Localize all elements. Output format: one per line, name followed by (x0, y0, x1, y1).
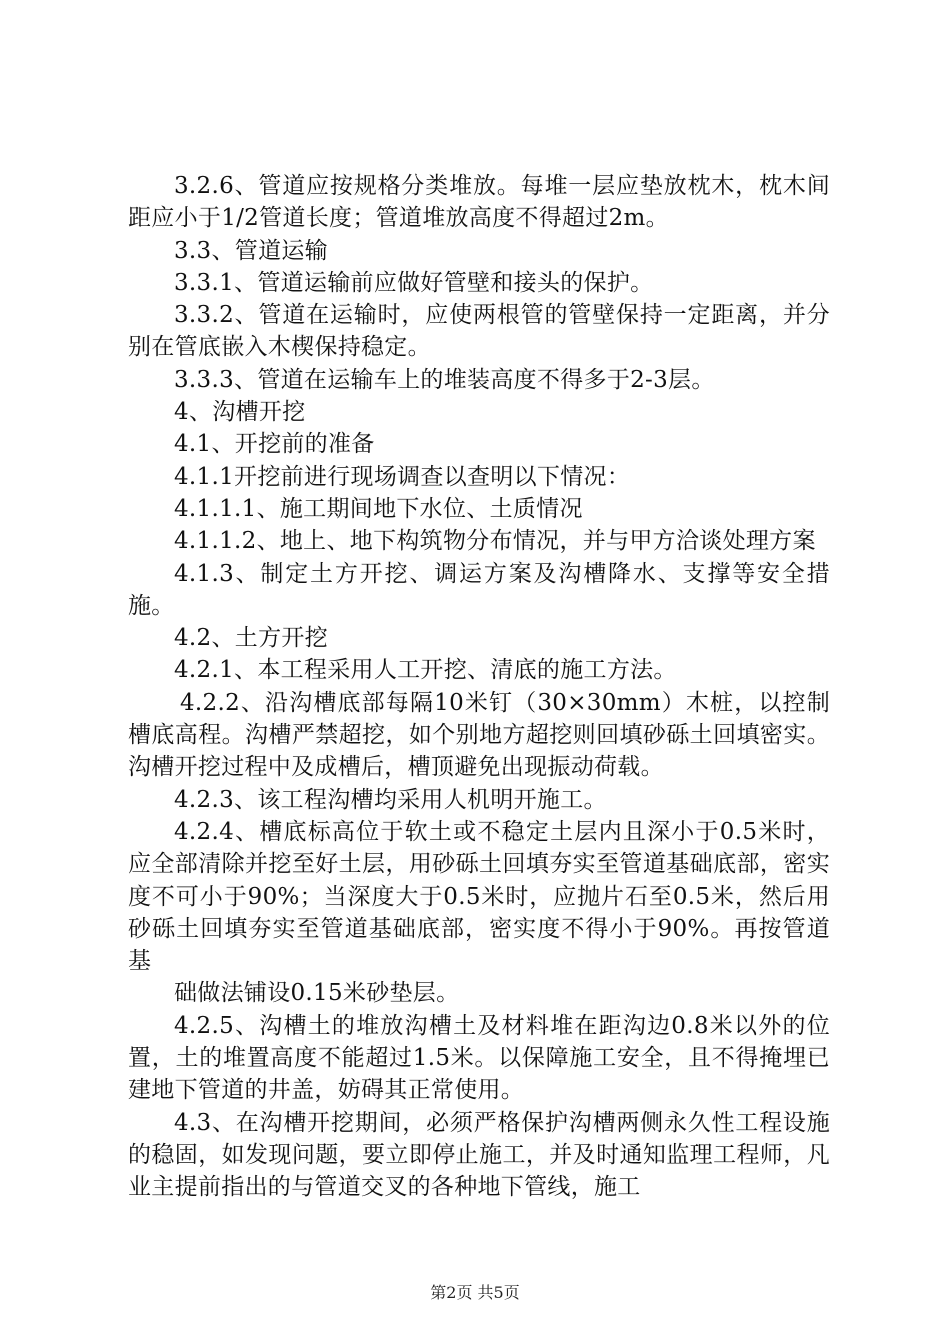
paragraph-3-3-3: 3.3.3、管道在运输车上的堆装高度不得多于2-3层。 (174, 366, 715, 393)
heading-3-3: 3.3、管道运输 (174, 237, 328, 264)
paragraph-4-1-3: 4.1.3、制定土方开挖、调运方案及沟槽降水、支撑等安全措施。 (128, 560, 830, 619)
paragraph-4-1-1: 4.1.1开挖前进行现场调查以查明以下情况： (174, 463, 631, 490)
paragraph-3-3-2: 3.3.2、管道在运输时，应使两根管的管壁保持一定距离，并分别在管底嵌入木楔保持稳定。 (128, 302, 830, 361)
document-body (128, 170, 830, 1204)
heading-4-1: 4.1、开挖前的准备 (174, 431, 375, 458)
paragraph-4-2-3: 4.2.3、该工程沟槽均采用人机明开施工。 (174, 786, 607, 813)
paragraph-4-2-4: 4.2.4、槽底标高位于软土或不稳定土层内且深小于0.5米时，应全部清除并挖至好土层，用砂砾土回填夯实至管道基础底部，密实度不可小于90%；当深度大于0.5米时，应抛片石至0.5米，然后用砂砾土回填夯实至管道基础底部，密实度不得小于90%。再按管道基 (128, 818, 830, 975)
paragraph-3-3-1: 3.3.1、管道运输前应做好管壁和接头的保护。 (174, 269, 654, 296)
paragraph-3-2-6: 3.2.6、管道应按规格分类堆放。每堆一层应垫放枕木，枕木间距应小于1/2管道长度；管道堆放高度不得超过2m。 (128, 173, 830, 232)
page-number-footer: 第2页 共5页 (430, 1283, 520, 1302)
paragraph-4-2-5: 4.2.5、沟槽土的堆放沟槽土及材料堆在距沟边0.8米以外的位置，土的堆置高度不能超过1.5米。以保障施工安全，且不得掩埋已建地下管道的井盖，妨碍其正常使用。 (128, 1012, 830, 1104)
heading-4-2: 4.2、土方开挖 (174, 625, 328, 652)
paragraph-4-2-1: 4.2.1、本工程采用人工开挖、清底的施工方法。 (174, 657, 677, 684)
paragraph-4-1-1-2: 4.1.1.2、地上、地下构筑物分布情况，并与甲方洽谈处理方案 (174, 528, 816, 555)
paragraph-4-3: 4.3、在沟槽开挖期间，必须严格保护沟槽两侧永久性工程设施的稳固，如发现问题，要立即停止施工，并及时通知监理工程师，凡业主提前指出的与管道交叉的各种地下管线，施工 (128, 1109, 830, 1201)
paragraph-4-2-4-continued: 础做法铺设0.15米砂垫层。 (174, 980, 460, 1007)
paragraph-4-2-2: 4.2.2、沿沟槽底部每隔10米钉（30×30mm）木桩，以控制槽底高程。沟槽严禁超挖，如个别地方超挖则回填砂砾土回填密实。沟槽开挖过程中及成槽后，槽顶避免出现振动荷载。 (128, 689, 830, 781)
paragraph-4-1-1-1: 4.1.1.1、施工期间地下水位、土质情况 (174, 495, 583, 522)
heading-4: 4、沟槽开挖 (174, 399, 306, 426)
